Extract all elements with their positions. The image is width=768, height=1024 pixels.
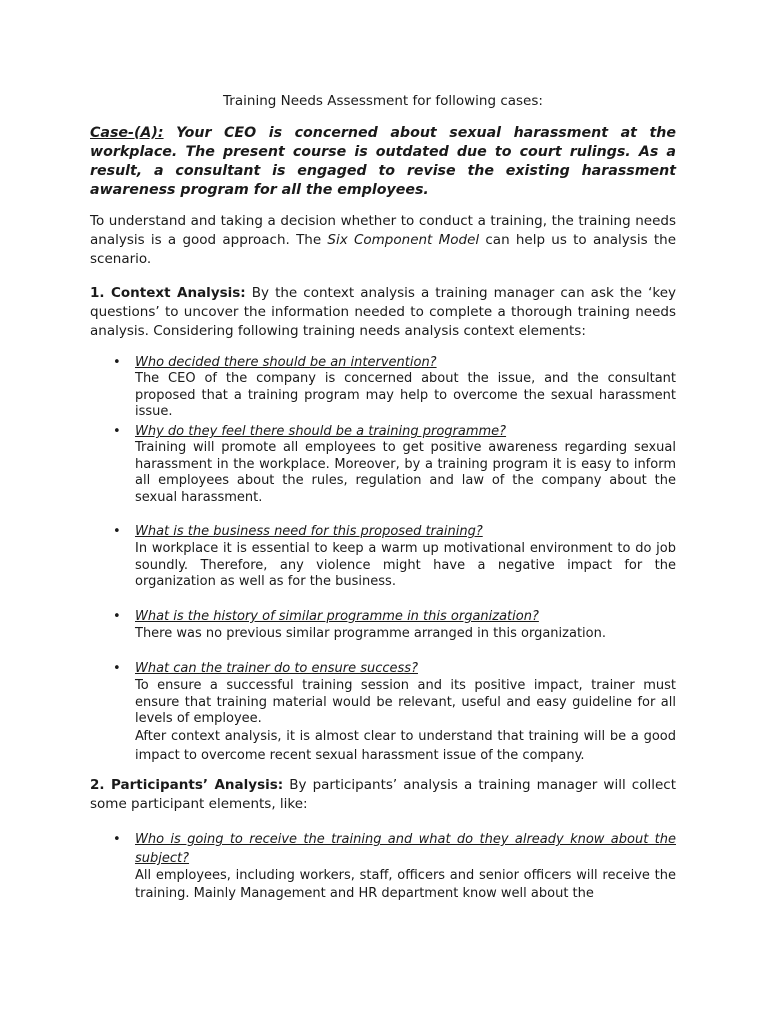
context-question-3: What is the business need for this proposed training?	[135, 524, 483, 539]
context-question-4: What is the history of similar programme in this organization?	[135, 609, 539, 624]
participants-answer-1: All employees, including workers, staff, officers and senior officers will receive the training. Mainly Management and HR department know well about the	[135, 868, 676, 901]
context-answer-4: There was no previous similar programme arranged in this organization.	[135, 626, 606, 641]
case-a-text: Your CEO is concerned about sexual harassment at the workplace. The present course is outdated due to court rulings. As a result, a consultant is engaged to revise the existing harassment awareness program for all the employees.	[90, 125, 676, 198]
intro-model-name: Six Component Model	[327, 232, 480, 248]
bullet-icon: •	[113, 524, 121, 539]
participants-heading: 2. Participants’ Analysis:	[90, 777, 284, 793]
intro-text-after: can help us to analysis the scenario.	[90, 232, 676, 267]
context-answer-3: In workplace it is essential to keep a warm up motivational environment to do job soundly. Therefore, any violence might have a negative impact for the organization as well as for the business.	[135, 541, 676, 589]
participants-analysis-paragraph	[90, 776, 676, 814]
case-a-label: Case-(A):	[90, 125, 164, 141]
context-heading: 1. Context Analysis:	[90, 285, 246, 301]
bullet-icon: •	[113, 609, 121, 624]
context-answer-2: Training will promote all employees to get positive awareness regarding sexual harassment in the workplace. Moreover, by a training program it is easy to inform all employees about the rules, regulation and law of the company about the sexual harassment.	[135, 440, 676, 505]
context-analysis-paragraph	[90, 284, 676, 341]
context-question-2: Why do they feel there should be a training programme?	[135, 424, 507, 439]
page-title: Training Needs Assessment for following cases:	[223, 93, 543, 109]
context-answer-5: To ensure a successful training session and its positive impact, trainer must ensure that training material would be relevant, useful and easy guideline for all levels of employee.	[135, 678, 676, 726]
participants-question-1: Who is going to receive the training and what do they already know about the subject?	[135, 832, 676, 866]
case-a-paragraph	[90, 124, 676, 200]
intro-paragraph	[90, 212, 676, 269]
context-answer-1: The CEO of the company is concerned about the issue, and the consultant proposed that a training program may help to overcome the sexual harassment issue.	[135, 371, 676, 419]
intro-text-before: To understand and taking a decision whether to conduct a training, the training needs analysis is a good approach. The	[90, 213, 676, 248]
bullet-icon: •	[113, 424, 121, 439]
bullet-icon: •	[113, 661, 121, 676]
bullet-icon: •	[113, 832, 121, 847]
bullet-icon: •	[113, 355, 121, 370]
context-question-1: Who decided there should be an intervention?	[135, 355, 437, 370]
participants-text: By participants’ analysis a training manager will collect some participant elements, like:	[90, 777, 676, 812]
context-text: By the context analysis a training manager can ask the ‘key questions’ to uncover the information needed to complete a thorough training needs analysis. Considering following training needs analysis context elements:	[90, 285, 676, 339]
context-conclusion: After context analysis, it is almost clear to understand that training will be a good impact to overcome recent sexual harassment issue of the company.	[135, 729, 676, 763]
context-question-5: What can the trainer do to ensure success?	[135, 661, 418, 676]
